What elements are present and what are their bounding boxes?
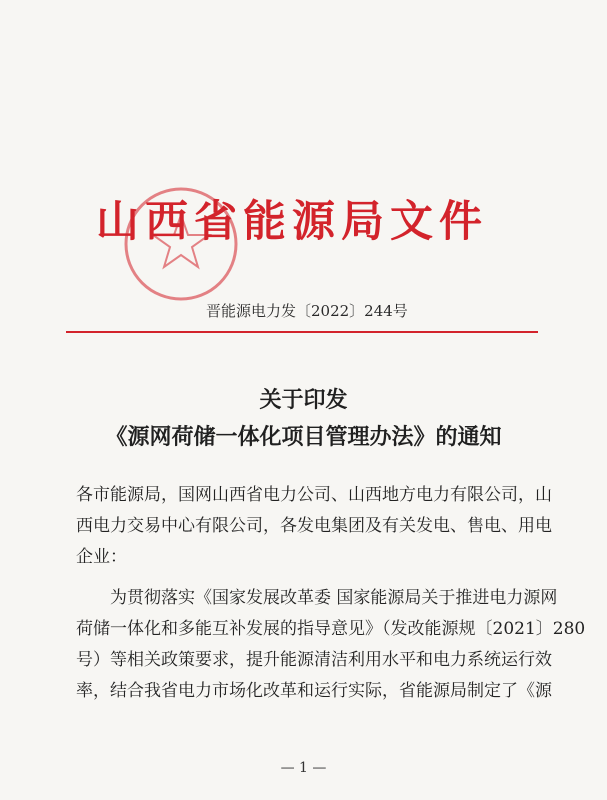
paragraph-line: 率，结合我省电力市场化改革和运行实际，省能源局制定了《源 [76,681,552,701]
addressee-line: 西电力交易中心有限公司，各发电集团及有关发电、售电、用电 [76,516,552,536]
notice-title-line-1: 关于印发 [259,387,348,413]
paragraph-line: 荷储一体化和多能互补发展的指导意见》（发改能源规〔2021〕280 [76,619,586,639]
header-divider [66,331,538,333]
page-number: — 1 — [280,760,327,776]
addressees-block [76,480,552,573]
notice-title-line-2: 《源网荷储一体化项目管理办法》的通知 [105,424,502,450]
document-header-title: 山西省能源局文件 [96,197,488,247]
paragraph-line: 号）等相关政策要求，提升能源清洁利用水平和电力系统运行效 [76,650,552,670]
addressee-line: 企业： [76,547,127,567]
body-paragraph [76,583,586,707]
paragraph-line: 为贯彻落实《国家发展改革委 国家能源局关于推进电力源网 [110,588,558,608]
document-number: 晋能源电力发〔2022〕244号 [206,302,408,320]
addressee-line: 各市能源局，国网山西省电力公司、山西地方电力有限公司，山 [76,485,552,505]
